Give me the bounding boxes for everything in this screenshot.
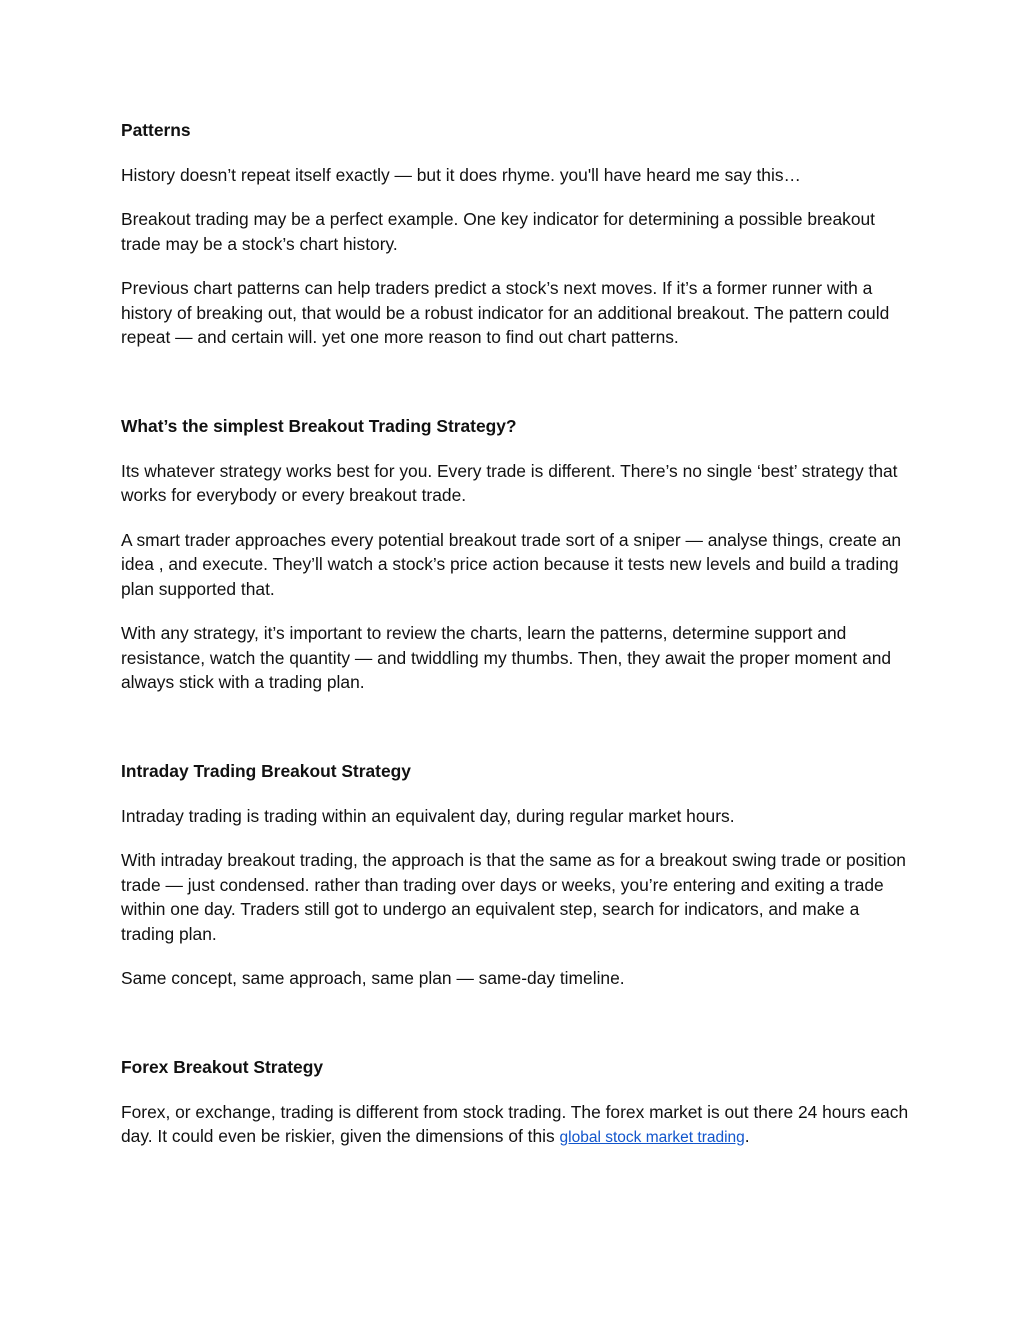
paragraph: Previous chart patterns can help traders predict a stock’s next moves. If it’s a former runner with a history of breaking out, that would be a robust indicator for an additional breakout. The pattern could repeat — and certain will. yet one more reason to find out chart patterns. bbox=[121, 278, 890, 347]
heading-patterns: Patterns bbox=[121, 120, 191, 140]
global-stock-market-trading-link[interactable]: global stock market trading bbox=[559, 1129, 745, 1146]
paragraph: A smart trader approaches every potential breakout trade sort of a sniper — analyse things, create an idea , and execute. They’ll watch a stock’s price action because it tests new levels and build a trading plan supported that. bbox=[121, 529, 902, 599]
paragraph-with-link bbox=[121, 1100, 911, 1151]
section-spacer bbox=[121, 715, 911, 760]
heading-intraday-breakout-strategy: Intraday Trading Breakout Strategy bbox=[121, 761, 411, 781]
paragraph: Its whatever strategy works best for you. Every trade is different. There’s no single ‘best’ strategy that works for everybody or every breakout trade. bbox=[121, 460, 898, 505]
document-page bbox=[121, 118, 911, 1171]
paragraph-text: . bbox=[744, 1126, 750, 1146]
heading-forex-breakout-strategy: Forex Breakout Strategy bbox=[121, 1057, 323, 1077]
section-spacer bbox=[121, 370, 911, 415]
paragraph: Intraday trading is trading within an equivalent day, during regular market hours. bbox=[121, 805, 735, 826]
paragraph-text: Forex, or exchange, trading is different from stock trading. The forex market is out there 24 hours each day. It could even be riskier, given the dimensions of this bbox=[121, 1101, 909, 1146]
paragraph: With any strategy, it’s important to review the charts, learn the patterns, determine support and resistance, watch the quantity — and twiddling my thumbs. Then, they await the proper moment and always stick with a trading plan. bbox=[121, 623, 892, 692]
section-spacer bbox=[121, 1011, 911, 1056]
paragraph: History doesn’t repeat itself exactly — but it does rhyme. you'll have heard me say this… bbox=[121, 164, 801, 185]
paragraph: Same concept, same approach, same plan — same-day timeline. bbox=[121, 968, 625, 988]
heading-simplest-breakout-strategy: What’s the simplest Breakout Trading Strategy? bbox=[121, 416, 517, 436]
paragraph: Breakout trading may be a perfect example. One key indicator for determining a possible breakout trade may be a stock’s chart history. bbox=[121, 209, 876, 254]
paragraph: With intraday breakout trading, the approach is that the same as for a breakout swing trade or position trade — just condensed. rather than trading over days or weeks, you’re entering and exiting a trade within one day. Traders still got to undergo an equivalent step, search for indicators, and make a trading plan. bbox=[121, 850, 906, 944]
